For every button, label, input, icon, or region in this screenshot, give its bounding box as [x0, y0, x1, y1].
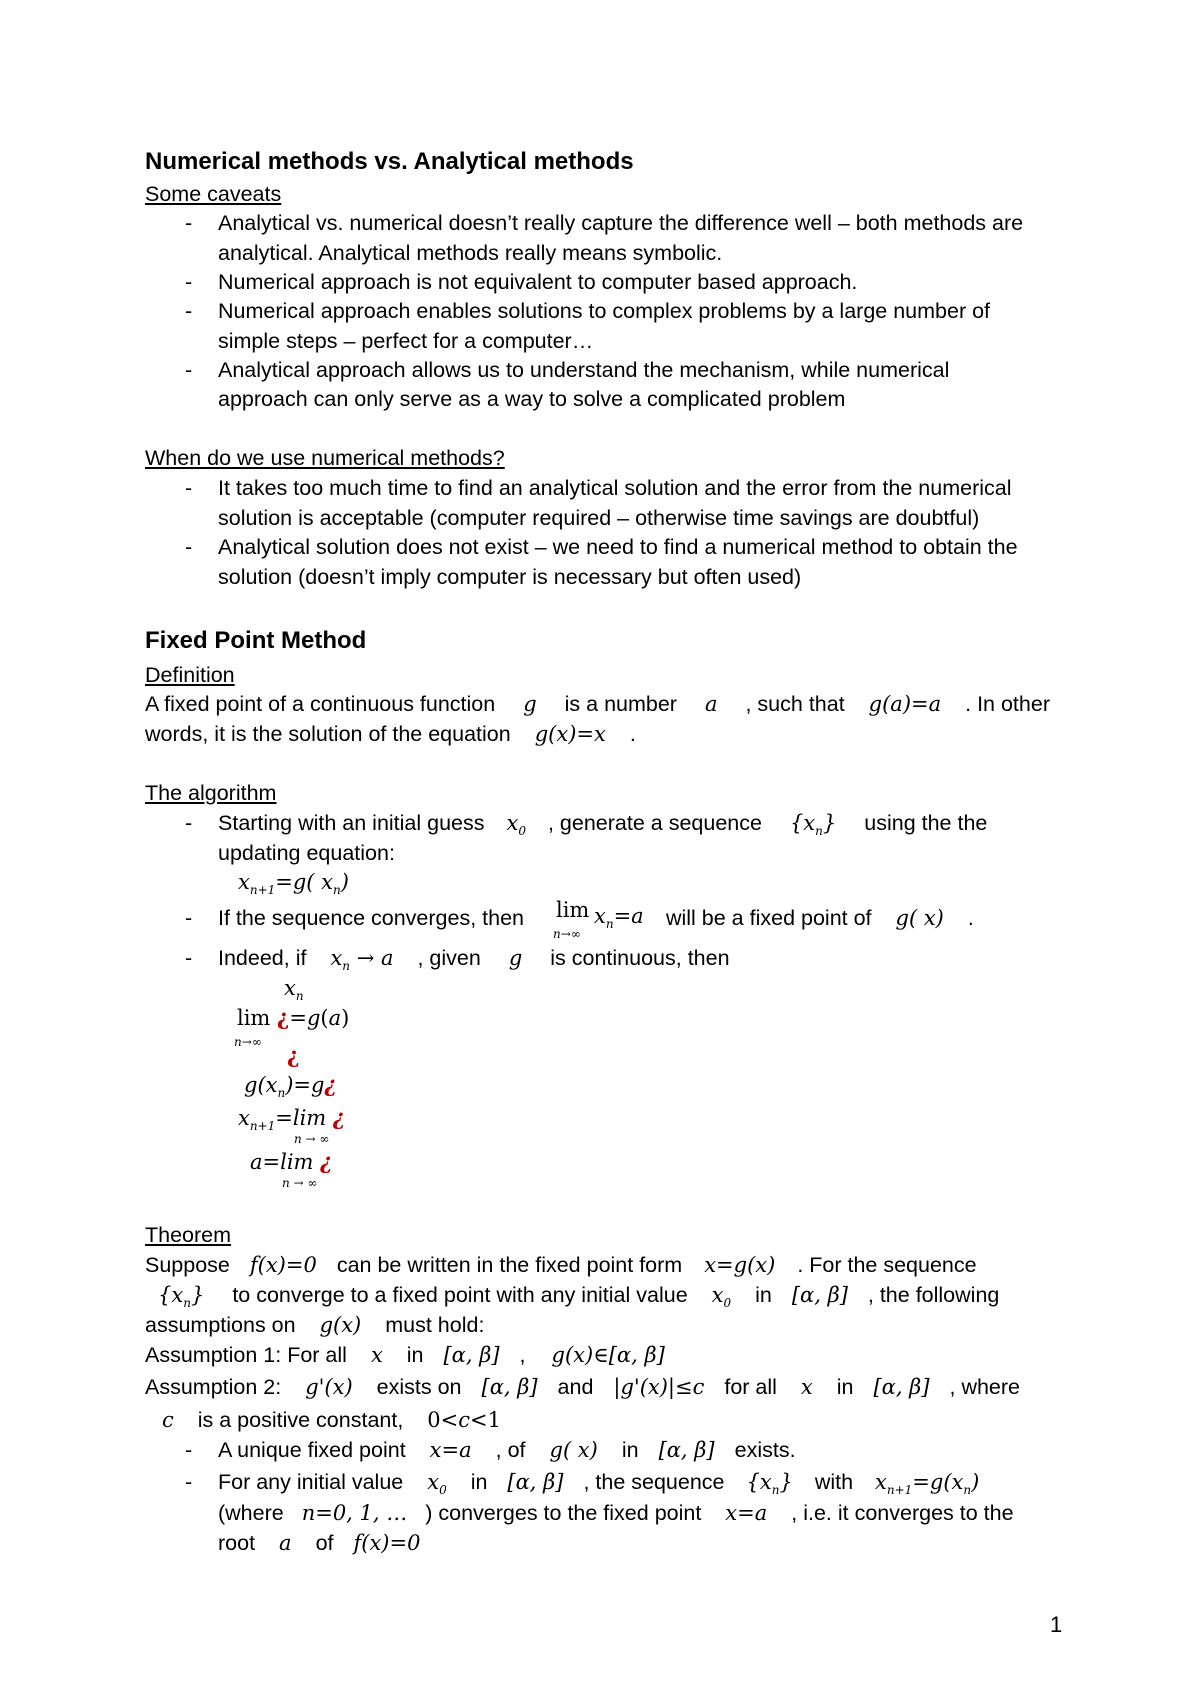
- math-x: x: [800, 1375, 813, 1399]
- list-item: Numerical approach is not equivalent to computer based approach.: [218, 270, 858, 294]
- list-item-cont: solution is acceptable (computer required – otherwise time savings are doubtful): [218, 506, 980, 530]
- subheading-when: When do we use numerical methods?: [145, 446, 505, 470]
- conclusion-2-cont: root a of f(x)=0: [218, 1531, 421, 1555]
- assumption-2: Assumption 2: g'(x) exists on [α, β] and |g'(x)|≤c for all x in [α, β] , where: [145, 1375, 1021, 1399]
- list-item: It takes too much time to find an analytical solution and the error from the numerical: [218, 476, 1012, 500]
- math-update-equation: $x_{n+1}=g$( $x_n$): [238, 870, 349, 898]
- math-seq-xn: $\{x_n\}$: [789, 811, 837, 839]
- math-seq-xn: $\{x_n\}$: [158, 1283, 205, 1311]
- math-lim-ga: lim ¿=g(a): [237, 1005, 350, 1030]
- list-bullet: -: [185, 358, 193, 382]
- math-g: g: [523, 692, 537, 716]
- math-interval: [α, β]: [791, 1283, 848, 1307]
- list-item: Analytical solution does not exist – we need to find a numerical method to obtain the: [218, 535, 1018, 559]
- algorithm-step-1: Starting with an initial guess $x_0$ , generate a sequence $\{x_n\}$ using the the: [218, 811, 988, 839]
- math-gx-in-interval: g(x)∈[α, β]: [551, 1343, 665, 1367]
- algorithm-step-2: If the sequence converges, then will be a fixed point of g( x) .: [218, 906, 974, 930]
- math-x0: $x_0$: [711, 1283, 732, 1311]
- list-bullet: -: [185, 299, 193, 323]
- math-g: g: [508, 946, 523, 970]
- math-gx-eq-x: g(x)=x: [534, 722, 606, 746]
- algorithm-step-1-cont: updating equation:: [218, 841, 395, 865]
- list-item-cont: analytical. Analytical methods really means symbolic.: [218, 241, 723, 265]
- math-interval: [α, β]: [443, 1343, 500, 1367]
- assumption-1: Assumption 1: For all x in [α, β] , g(x)∈[α, β]: [145, 1343, 665, 1367]
- list-bullet: -: [185, 1470, 193, 1494]
- math-seq-xn: $\{x_n\}$: [746, 1470, 793, 1498]
- list-bullet: -: [185, 1438, 193, 1462]
- math-x: x: [370, 1343, 383, 1367]
- subheading-theorem: Theorem: [145, 1223, 232, 1247]
- math-gprime-x: g'(x): [305, 1375, 353, 1399]
- math-x0: $x_0$: [506, 811, 526, 839]
- math-fx-eq-0: f(x)=0: [353, 1531, 421, 1555]
- subheading-definition: Definition: [145, 663, 235, 687]
- subheading-algorithm: The algorithm: [145, 781, 277, 805]
- list-item: Numerical approach enables solutions to complex problems by a large number of: [218, 299, 991, 323]
- math-n-values: n=0, 1, …: [301, 1501, 408, 1525]
- math-lim-sub: n→∞: [553, 927, 581, 941]
- heading-numerical-vs-analytical: Numerical methods vs. Analytical methods: [145, 148, 634, 175]
- math-x-eq-a: x=a: [429, 1438, 472, 1462]
- math-xn: $x_n$: [284, 976, 304, 1004]
- math-lim-sub: n → ∞: [294, 1132, 330, 1146]
- math-fx-eq-0: f(x)=0: [249, 1253, 317, 1277]
- subheading-caveats: Some caveats: [145, 182, 282, 206]
- math-interval: [α, β]: [507, 1470, 564, 1494]
- math-x0: $x_0$: [427, 1470, 447, 1498]
- math-c: c: [162, 1408, 174, 1432]
- math-xn-to-a: $x_n \to a$: [330, 946, 394, 974]
- math-x-eq-gx: x=g(x): [704, 1253, 776, 1277]
- algorithm-step-3: Indeed, if $x_n \to a$ , given g is continuous, then: [218, 946, 730, 974]
- conclusion-2: For any initial value $x_0$ in [α, β] , the sequence $\{x_n\}$ with $x_{n+1}=g(x_n)$: [218, 1470, 980, 1498]
- math-gx: g(x): [319, 1313, 362, 1337]
- math-gxn: $g(x_n)=g¿$: [244, 1072, 337, 1101]
- list-bullet: -: [185, 535, 193, 559]
- conclusion-2-cont: (where n=0, 1, … ) converges to the fixed point x=a , i.e. it converges to the: [218, 1501, 1014, 1525]
- list-item-cont: simple steps – perfect for a computer…: [218, 329, 594, 353]
- math-xn-eq-a: $x_n=a$: [594, 904, 644, 932]
- math-interval: [α, β]: [658, 1438, 715, 1462]
- theorem-line-2: $\{x_n\}$ to converge to a fixed point with any initial value $x_0$ in [α, β] , the following: [158, 1283, 1000, 1311]
- math-c-range: 0<c<1: [427, 1408, 501, 1432]
- list-bullet: -: [185, 906, 193, 930]
- list-bullet: -: [185, 811, 193, 835]
- list-item: Analytical approach allows us to understand the mechanism, while numerical: [218, 358, 950, 382]
- list-bullet: -: [185, 946, 193, 970]
- math-a-lim: a=lim ¿: [250, 1149, 333, 1174]
- math-gx: g( x): [895, 906, 944, 930]
- page-number: 1: [1050, 1612, 1063, 1637]
- theorem-line-3: assumptions on g(x) must hold:: [145, 1313, 485, 1337]
- list-bullet: -: [185, 211, 193, 235]
- list-bullet: -: [185, 476, 193, 500]
- definition-line-2: words, it is the solution of the equation g(x)=x .: [145, 722, 636, 746]
- math-lim-sub: n→∞: [234, 1035, 262, 1049]
- math-gx: g( x): [549, 1438, 598, 1462]
- list-item-cont: solution (doesn’t imply computer is necessary but often used): [218, 565, 802, 589]
- math-abs-gprime-le-c: |g'(x)|≤c: [613, 1375, 705, 1399]
- list-item: Analytical vs. numerical doesn’t really capture the difference well – both methods are: [218, 211, 1024, 235]
- math-lim: lim: [556, 898, 590, 922]
- math-update-equation: $x_{n+1}=g(x_n)$: [875, 1470, 980, 1498]
- definition-line-1: A fixed point of a continuous function g is a number a , such that g(a)=a . In other: [145, 692, 1050, 716]
- math-a: a: [704, 692, 718, 716]
- assumption-2-cont: c is a positive constant, 0<c<1: [162, 1408, 501, 1432]
- math-lim-sub: n → ∞: [282, 1176, 318, 1190]
- conclusion-1: A unique fixed point x=a , of g( x) in [α, β] exists.: [218, 1438, 796, 1462]
- heading-fixed-point: Fixed Point Method: [145, 627, 367, 654]
- math-a: a: [279, 1531, 292, 1555]
- theorem-line-1: Suppose f(x)=0 can be written in the fixed point form x=g(x) . For the sequence: [145, 1253, 977, 1277]
- math-ga-eq-a: g(a)=a: [868, 692, 942, 716]
- math-interval: [α, β]: [873, 1375, 930, 1399]
- math-xn1-lim: $x_{n+1}=\lim$ ¿: [238, 1105, 346, 1134]
- list-item-cont: approach can only serve as a way to solve a complicated problem: [218, 387, 846, 411]
- list-bullet: -: [185, 270, 193, 294]
- math-x-eq-a: x=a: [725, 1501, 768, 1525]
- math-placeholder: ¿: [287, 1044, 300, 1069]
- math-interval: [α, β]: [481, 1375, 538, 1399]
